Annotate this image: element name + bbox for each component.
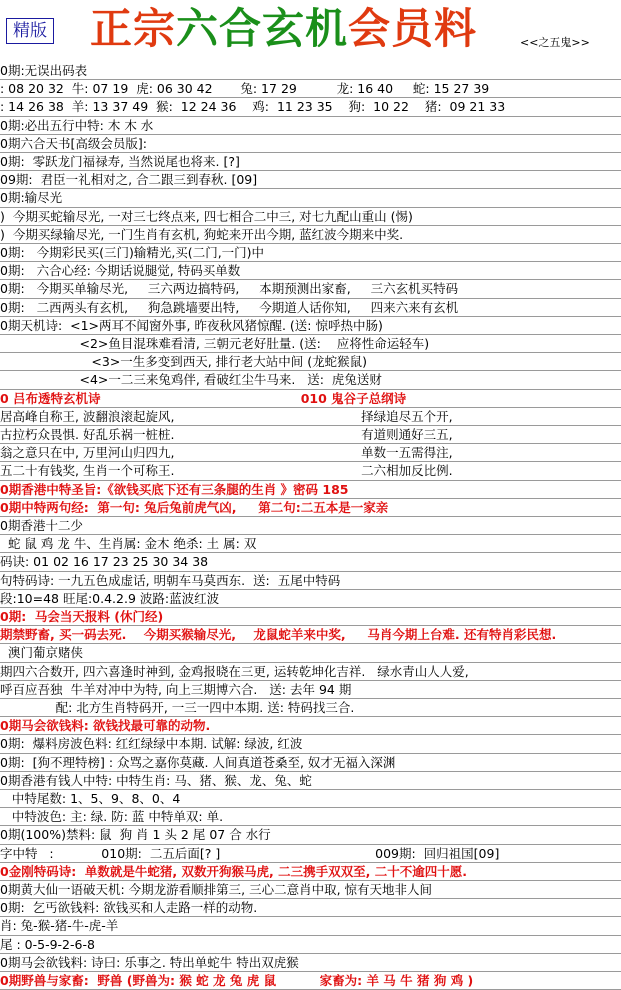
content-line: 0期: [狗不理特榜] : 众骂之嘉你莫藏. 人间真道苍桑至, 奴才无福入深渊 — [0, 754, 396, 770]
content-line: 0期天机诗: <1>两耳不闻窗外事, 昨夜秋风猪惊醒. (送: 惊呼热中肠) — [0, 317, 383, 333]
content-line: : 08 20 32 牛: 07 19 虎: 06 30 42 兔: 17 29 龙: 16 40 蛇: 15 27 39 — [0, 81, 490, 97]
content-line: 0期(100%)禁料: 鼠 狗 肖 1 头 2 尾 07 合 水行 — [0, 827, 271, 843]
content-line: <4>一二三来兔鸡伴, 看破红尘牛马来. 送: 虎兔送财 — [0, 372, 382, 388]
content-line: 中特尾数: 1、5、9、8、0、4 — [0, 791, 181, 806]
content-line: 0期马会欲钱料: 诗曰: 乐事之. 特出单蛇牛 特出双虎猴 — [0, 954, 299, 970]
content-line: 句特码诗: 一九五色成虚话, 明朝车马莫西东. 送: 五尾中特码 — [0, 572, 341, 588]
content-line: 0期:输尽光 — [0, 190, 63, 206]
content-line: 0金刚特码诗: 单数就是牛蛇猪, 双数开狗猴马虎, 二三携手双双至, 二十不逾四十愿. — [0, 863, 467, 879]
content-line: : 14 26 38 羊: 13 37 49 猴: 12 24 36 鸡: 11 23 35 狗: 10 22 猪: 09 21 33 — [0, 99, 506, 115]
content-line: 肖: 兔-猴-猪-牛-虎-羊 — [0, 918, 119, 934]
content-line: 尾 : 0-5-9-2-6-8 — [0, 936, 95, 952]
content-line: 0期马会欲钱料: 欲钱找最可靠的动物. — [0, 718, 211, 734]
content-line: 0期: 今期彩民买(三门)输精光,买(二门,一门)中 — [0, 245, 265, 260]
title-part-3: 会员料 — [348, 4, 478, 53]
content-line: 0期香港有钱人中特: 中特生肖: 马、猪、猴、龙、兔、蛇 — [0, 772, 312, 788]
content-line: 期四六合数开, 四六喜逢时神到, 金鸡报晓在三更, 运转乾坤化吉祥. 绿水青山人人爱, — [0, 663, 469, 679]
content-line: 段:10=48 旺尾:0.4.2.9 波路:蓝波红波 — [0, 590, 220, 606]
content-line: 0期黄大仙一语破天机: 今期龙游看顺排第三, 三心二意肖中取, 惊有天地非人间 — [0, 882, 433, 897]
content-line: <3>一生多变到西天, 排行老大站中间 (龙蛇猴鼠) — [0, 354, 367, 370]
content-line: ) 今期买蛇输尽光, 一对三七终点来, 四七相合二中三, 对七九配山重山 (惕) — [0, 208, 413, 224]
row-divider — [0, 516, 621, 517]
content-line: 0期: 今期买单输尽光, 三六两边搞特码, 本期预测出家畜, 三六玄机买特码 — [0, 281, 459, 297]
content-line: 09期: 君臣一礼相对之, 合二跟三到春秋. [09] — [0, 172, 258, 188]
page-subtitle: <<之五鬼>> — [520, 36, 590, 49]
content-line: 蛇 鼠 鸡 龙 牛、生肖属: 金木 绝杀: 土 属: 双 — [0, 536, 257, 552]
content-line: 中特波色: 主: 绿. 防: 蓝 中特单双: 单. — [0, 809, 224, 825]
content-line: 0期:必出五行中特: 木 木 水 — [0, 117, 154, 133]
content-line: 0期: 零跃龙门福禄寿, 当然说尾也将来. [?] — [0, 154, 240, 169]
content-line: 0期: 二西两头有玄机, 狗急跳墙要出特, 今期道人话你知, 四来六来有玄机 — [0, 299, 459, 315]
content-line: 0期野兽与家畜: 野兽 (野兽为: 猴 蛇 龙 兔 虎 鼠 家畜为: 羊 马 牛 猪 狗 鸡 ) — [0, 973, 474, 988]
title-part-2: 六合玄机 — [176, 4, 349, 53]
content-line: 0期香港中特圣旨:《欲钱买底下还有三条腿的生肖 》密码 185 — [0, 481, 349, 497]
content-line: 翁之意只在中, 万里河山归四九, 单数一五需得注, — [0, 445, 453, 461]
content-line: 0期: 马会当天报料 (休门经) — [0, 609, 164, 624]
content-line: 0 吕布透特玄机诗 010 鬼谷子总纲诗 — [0, 390, 407, 406]
content-line: 五二十有钱奖, 生肖一个可称王. 二六相加反比例. — [0, 463, 453, 479]
content-line: ) 今期买绿输尽光, 一门生肖有玄机, 狗蛇来开出今期, 蓝红波今期来中奖. — [0, 226, 404, 242]
content-line: <2>鱼目混珠难看清, 三朝元老好肚量. (送: 应将性命运轻车) — [0, 336, 430, 351]
content-line: 0期: 六合心经: 今期话说腿觉, 特码买单数 — [0, 263, 241, 279]
row-divider — [0, 643, 621, 644]
content-line: 澳门葡京赌侠 — [0, 645, 83, 661]
content-line: 0期:无误出码表 — [0, 63, 88, 78]
page-header — [0, 0, 621, 62]
row-divider — [0, 188, 621, 189]
content-line: 码诀: 01 02 16 17 23 25 30 34 38 — [0, 554, 209, 570]
content-line: 0期: 乞丐欲钱料: 欲钱买和人走路一样的动物. — [0, 900, 258, 916]
premium-badge: 精版 — [6, 18, 54, 44]
content-line: 0期香港十二少 — [0, 518, 83, 533]
content-line: 配: 北方生肖特码开, 一三一四中本期. 送: 特码找三合. — [0, 700, 355, 715]
content-line: 0期中特两句经: 第一句: 兔后兔前虎气凶, 第二句:二五本是一家亲 — [0, 499, 389, 515]
page-title — [90, 2, 477, 56]
content-line: 居高峰自称王, 波翻浪滚起旋风, 择绿追尽五个开, — [0, 408, 453, 424]
content-line: 0期: 爆料房波色料: 红红绿绿中本期. 试解: 绿波, 红波 — [0, 736, 303, 752]
content-line: 0期六合天书[高级会员版]: — [0, 135, 147, 151]
title-part-1: 正宗 — [90, 4, 177, 53]
content-line: 字中特 : 010期: 二五后面[? ] 009期: 回归祖国[09] — [0, 845, 500, 861]
content-line: 期禁野畜, 买一码去死. 今期买猴输尽光, 龙鼠蛇羊来中奖, 马肖今期上台难. 还有特肖彩民想. — [0, 627, 557, 643]
content-line: 呼百应吾独 牛羊对冲中为特, 向上三期博六合. 送: 去年 94 期 — [0, 681, 352, 697]
content-line: 古拉朽众畏惧. 好乱乐祸一桩桩. 有道则通好三五, — [0, 427, 453, 442]
